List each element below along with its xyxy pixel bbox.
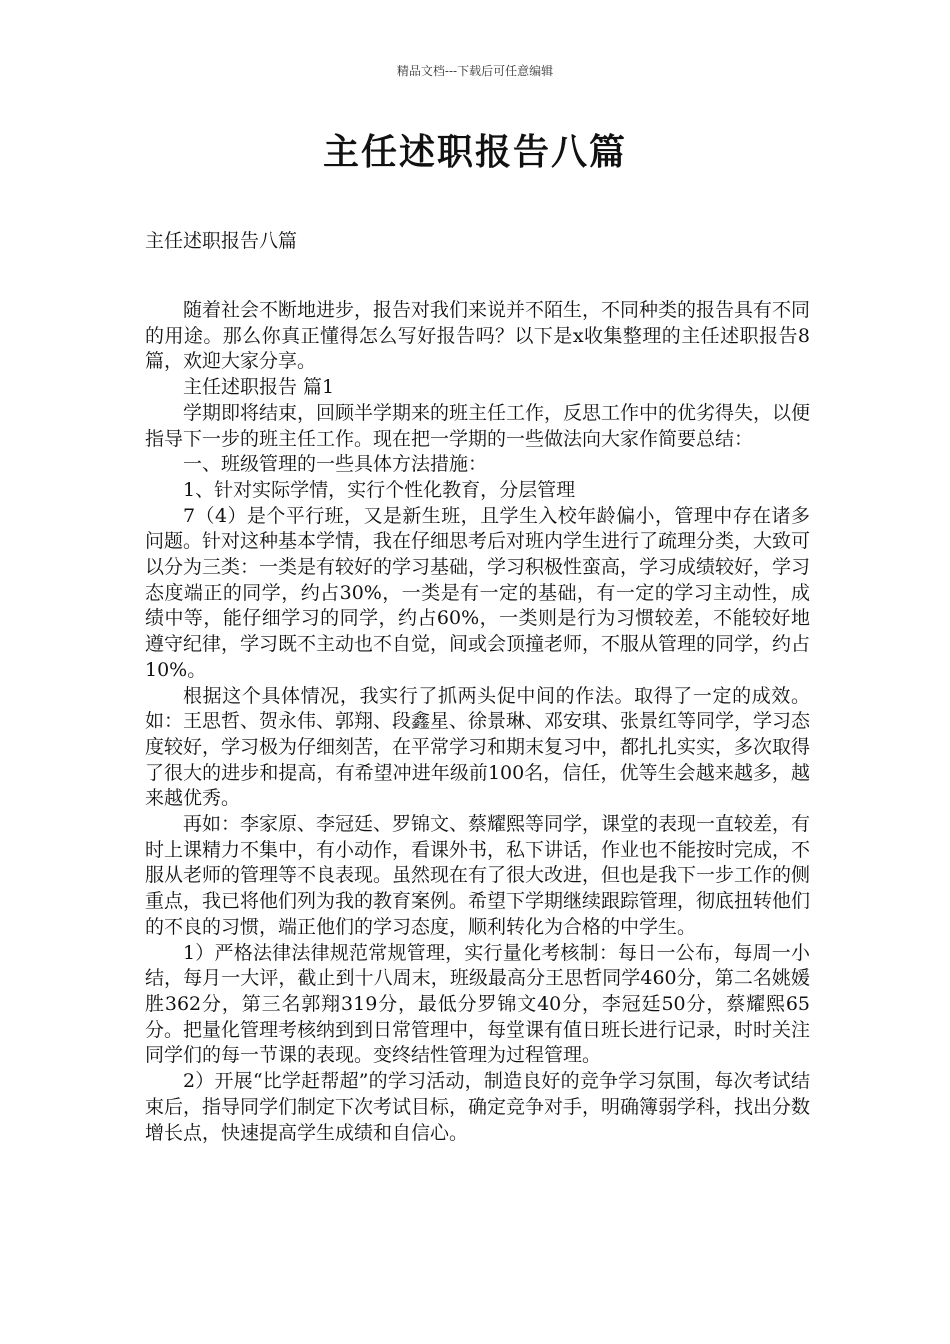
heading-layered-management: 1、针对实际学情，实行个性化教育，分层管理 bbox=[183, 478, 576, 501]
paragraph-competition-activity: 2）开展“比学赶帮超”的学习活动，制造良好的竞争学习氛围，每次考试结束后，指导同学们制定下次考试目标，确定竞争对手，明确簿弱学科，找出分数增长点，快速提高学生成绩和自信心。 bbox=[145, 1070, 811, 1144]
header-note: 精品文档---下载后可任意编辑 bbox=[396, 64, 554, 78]
section-heading-report-1: 主任述职报告 篇1 bbox=[183, 376, 335, 399]
paragraph-results-weak: 再如：李家原、李冠廷、罗锦文、蔡耀熙等同学，课堂的表现一直较差，有时上课精力不集中，有小动作，看课外书，私下讲话，作业也不能按时完成，不服从老师的管理等不良表现。虽然现在有了很大改进，但也是我下一步工作的侧重点，我已将他们列为我的教育案例。希望下学期继续跟踪管理，彻底扭转他们的不良的习惯，端正他们的学习态度，顺利转化为合格的中学生。 bbox=[145, 813, 811, 938]
document-subtitle: 主任述职报告八篇 bbox=[145, 230, 298, 252]
document-title: 主任述职报告八篇 bbox=[322, 131, 627, 173]
paragraph-quantitative-assessment: 1）严格法律法律规范常规管理，实行量化考核制：每日一公布，每周一小结，每月一大评，截止到十八周末，班级最高分王思哲同学460分，第二名姚媛胜362分，第三名郭翔319分，最低分罗锦文40分，李冠廷50分，蔡耀熙65分。把量化管理考核纳到到日常管理中，每堂课有值日班长进行记录，时时关注同学们的每一节课的表现。变终结性管理为过程管理。 bbox=[145, 941, 811, 1067]
paragraph-results-top: 根据这个具体情况，我实行了抓两头促中间的作法。取得了一定的成效。如：王思哲、贺永伟、郭翔、段鑫星、徐景琳、邓安琪、张景红等同学，学习态度较好，学习极为仔细刻苦，在平常学习和期末复习中，都扎扎实实，多次取得了很大的进步和提高，有希望冲进年级前100名，信任，优等生会越来越多，越来越优秀。 bbox=[145, 684, 811, 810]
document-body bbox=[145, 298, 810, 1146]
paragraph-student-classification: 7（4）是个平行班，又是新生班，且学生入校年龄偏小，管理中存在诸多问题。针对这种基本学情，我在仔细思考后对班内学生进行了疏理分类，大致可以分为三类：一类是有较好的学习基础，学习积极性蛮高，学习成绩较好，学习态度端正的同学，约占30%，一类是有一定的基础，有一定的学习主动性，成绩中等，能仔细学习的同学，约占60%，一类则是行为习惯较差，不能较好地遵守纪律，学习既不主动也不自觉，间或会顶撞老师，不服从管理的同学，约占10%。 bbox=[145, 504, 811, 681]
paragraph-overview: 学期即将结束，回顾半学期来的班主任工作，反思工作中的优劣得失，以便指导下一步的班主任工作。现在把一学期的一些做法向大家作简要总结： bbox=[145, 401, 811, 450]
paragraph-intro: 随着社会不断地进步，报告对我们来说并不陌生，不同种类的报告具有不同的用途。那么你真正懂得怎么写好报告吗？以下是x收集整理的主任述职报告8篇，欢迎大家分享。 bbox=[145, 299, 811, 373]
heading-class-management: 一、班级管理的一些具体方法措施： bbox=[183, 453, 488, 476]
